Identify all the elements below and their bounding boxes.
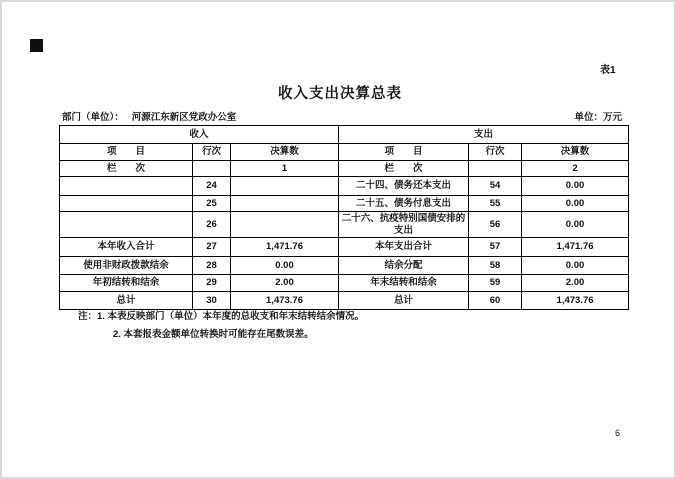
expense-item-cell: 二十四、债务还本支出 (339, 177, 469, 196)
table-row (60, 275, 629, 292)
income-section-header: 收入 (60, 126, 339, 144)
income-line-cell: 24 (193, 177, 231, 196)
table-row (60, 292, 629, 310)
meta-line (60, 109, 628, 123)
expense-line-cell: 58 (469, 257, 522, 275)
expense-amount-cell: 2 (522, 161, 629, 177)
expense-line-cell: 57 (469, 238, 522, 257)
expense-item-cell: 二十五、债务付息支出 (339, 196, 469, 212)
income-amount-header: 决算数 (231, 144, 339, 161)
income-item-cell: 年初结转和结余 (60, 275, 193, 292)
income-item-cell (60, 177, 193, 196)
income-item-cell: 本年收入合计 (60, 238, 193, 257)
footnote-line-2: 2. 本套报表金额单位转换时可能存在尾数误差。 (113, 329, 314, 340)
income-amount-cell (231, 196, 339, 212)
table-row (60, 212, 629, 238)
accounts-table (59, 125, 629, 310)
income-amount-cell: 0.00 (231, 257, 339, 275)
income-line-cell: 28 (193, 257, 231, 275)
expense-item-cell: 结余分配 (339, 257, 469, 275)
expense-line-cell: 54 (469, 177, 522, 196)
income-line-cell: 30 (193, 292, 231, 310)
department-label: 部门（单位）： (62, 112, 124, 123)
income-line-cell: 26 (193, 212, 231, 238)
income-item-cell: 使用非财政拨款结余 (60, 257, 193, 275)
expense-amount-header: 决算数 (522, 144, 629, 161)
expense-line-cell (469, 161, 522, 177)
income-item-cell: 总计 (60, 292, 193, 310)
income-line-cell (193, 161, 231, 177)
expense-section-header: 支出 (339, 126, 629, 144)
expense-amount-cell: 2.00 (522, 275, 629, 292)
expense-line-header: 行次 (469, 144, 522, 161)
expense-amount-cell: 1,473.76 (522, 292, 629, 310)
expense-item-cell: 年末结转和结余 (339, 275, 469, 292)
expense-item-cell: 本年支出合计 (339, 238, 469, 257)
footnote-line-1: 注：1. 本表反映部门（单位）本年度的总收支和年末结转结余情况。 (78, 311, 365, 322)
expense-amount-cell: 1,471.76 (522, 238, 629, 257)
department-value: 河源江东新区党政办公室 (131, 112, 237, 123)
expense-item-cell: 栏 次 (339, 161, 469, 177)
income-item-cell: 栏 次 (60, 161, 193, 177)
table-number-label: 表1 (600, 65, 616, 76)
department-line (62, 109, 236, 123)
table-row (60, 238, 629, 257)
income-line-header: 行次 (193, 144, 231, 161)
expense-line-cell: 60 (469, 292, 522, 310)
income-item-cell (60, 212, 193, 238)
expense-line-cell: 59 (469, 275, 522, 292)
expense-amount-cell: 0.00 (522, 196, 629, 212)
income-amount-cell (231, 212, 339, 238)
expense-item-cell: 总计 (339, 292, 469, 310)
page-number: 6 (615, 428, 621, 438)
expense-amount-cell: 0.00 (522, 257, 629, 275)
unit-label: 单位：万元 (574, 112, 622, 123)
expense-amount-cell: 0.00 (522, 212, 629, 238)
scan-artifact-square (30, 39, 43, 52)
expense-amount-cell: 0.00 (522, 177, 629, 196)
page-title: 收入支出决算总表 (278, 86, 402, 102)
expense-line-cell: 55 (469, 196, 522, 212)
income-line-cell: 27 (193, 238, 231, 257)
income-line-cell: 29 (193, 275, 231, 292)
expense-item-cell: 二十六、抗疫特别国债安排的支出 (339, 212, 469, 238)
income-amount-cell: 1,471.76 (231, 238, 339, 257)
income-amount-cell: 2.00 (231, 275, 339, 292)
table-row (60, 177, 629, 196)
income-item-header: 项 目 (60, 144, 193, 161)
income-amount-cell: 1,473.76 (231, 292, 339, 310)
table-row (60, 257, 629, 275)
income-amount-cell (231, 177, 339, 196)
income-line-cell: 25 (193, 196, 231, 212)
income-amount-cell: 1 (231, 161, 339, 177)
expense-line-cell: 56 (469, 212, 522, 238)
income-item-cell (60, 196, 193, 212)
table-row (60, 196, 629, 212)
expense-item-header: 项 目 (339, 144, 469, 161)
table-row (60, 161, 629, 177)
